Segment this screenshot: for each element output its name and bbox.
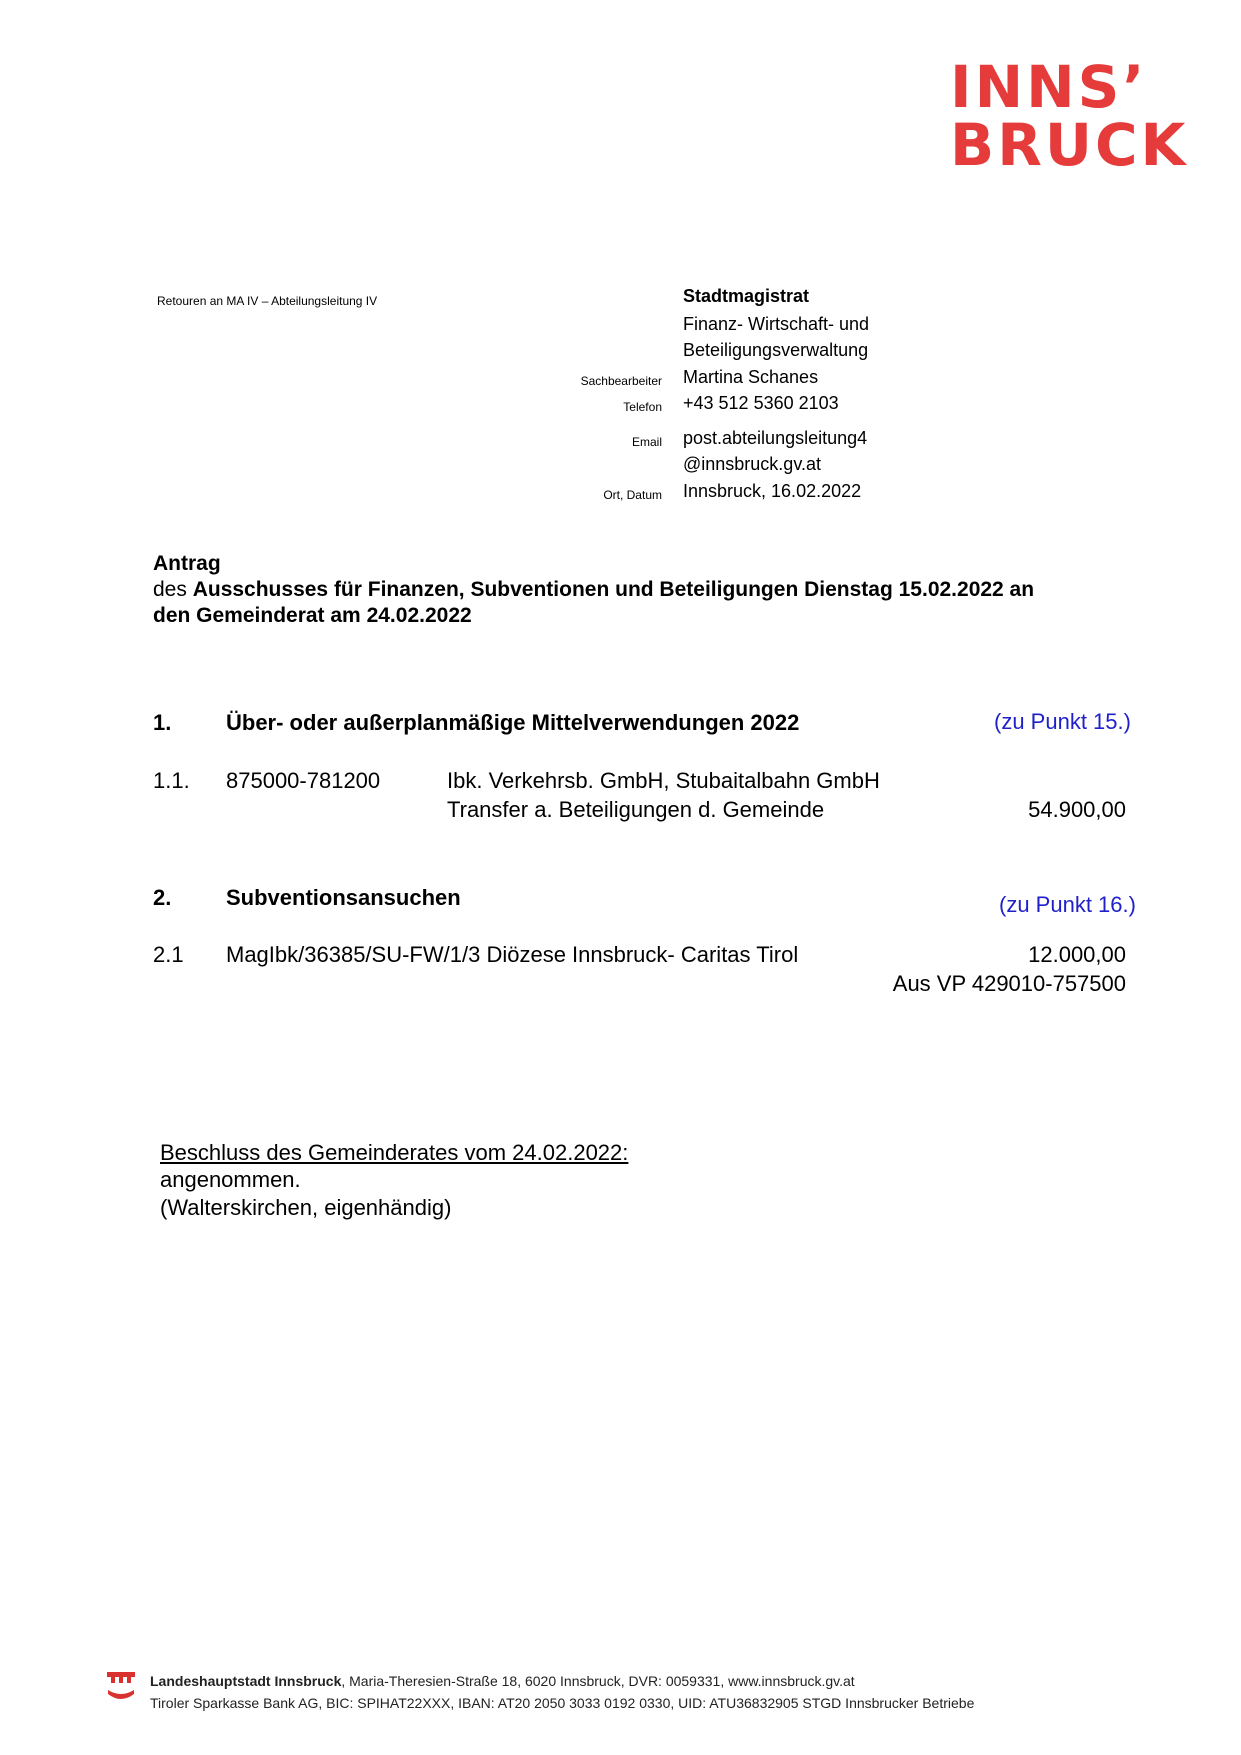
heading-line2-prefix: des bbox=[153, 578, 193, 601]
heading-line3: den Gemeinderat am 24.02.2022 bbox=[153, 604, 472, 627]
return-note: Retouren an MA IV – Abteilungsleitung IV bbox=[157, 294, 378, 308]
office-department: Stadtmagistrat bbox=[683, 286, 810, 306]
email-line1: post.abteilungsleitung4 bbox=[683, 428, 868, 448]
footer-address: , Maria-Theresien-Straße 18, 6020 Innsbruck, DVR: 0059331, www.innsbruck.gv.at bbox=[341, 1673, 855, 1689]
item-1-1-desc-line1: Ibk. Verkehrsb. GmbH, Stubaitalbahn GmbH bbox=[447, 768, 880, 793]
section-2-number: 2. bbox=[153, 885, 172, 910]
item-2-1-source: Aus VP 429010-757500 bbox=[892, 971, 1126, 996]
place-date: Innsbruck, 16.02.2022 bbox=[683, 481, 862, 501]
phone-label: Telefon bbox=[623, 400, 662, 414]
office-division-line1: Finanz- Wirtschaft- und bbox=[683, 314, 870, 334]
resolution-result: angenommen. bbox=[160, 1167, 301, 1192]
email-line2: @innsbruck.gv.at bbox=[683, 454, 821, 474]
item-1-1-desc-line2: Transfer a. Beteiligungen d. Gemeinde bbox=[447, 797, 825, 822]
section-1-ref: (zu Punkt 15.) bbox=[994, 709, 1131, 734]
item-1-1-amount: 54.900,00 bbox=[1028, 797, 1126, 822]
clerk-name: Martina Schanes bbox=[683, 367, 819, 387]
footer-city: Landeshauptstadt Innsbruck bbox=[150, 1673, 342, 1689]
footer-line1 bbox=[150, 1670, 855, 1692]
item-2-1-number: 2.1 bbox=[153, 942, 184, 967]
heading-line2-bold: Ausschusses für Finanzen, Subventionen und Beteiligungen Dienstag 15.02.2022 an bbox=[192, 578, 1035, 601]
section-2-title: Subventionsansuchen bbox=[226, 885, 461, 910]
item-1-1-number: 1.1. bbox=[153, 768, 190, 793]
item-2-1-amount: 12.000,00 bbox=[1028, 942, 1126, 967]
resolution-signature: (Walterskirchen, eigenhändig) bbox=[160, 1195, 452, 1220]
footer-line2: Tiroler Sparkasse Bank AG, BIC: SPIHAT22XXX, IBAN: AT20 2050 3033 0192 0330, UID: ATU36832905 STGD Innsbrucker Betriebe bbox=[150, 1695, 975, 1711]
logo-line-2: BRUCK bbox=[950, 111, 1189, 179]
email-label: Email bbox=[631, 435, 662, 449]
section-2-ref: (zu Punkt 16.) bbox=[999, 892, 1136, 917]
section-1-title: Über- oder außerplanmäßige Mittelverwendungen 2022 bbox=[226, 710, 800, 735]
city-crest-icon bbox=[106, 1668, 136, 1708]
item-1-1-code: 875000-781200 bbox=[226, 768, 381, 793]
clerk-label: Sachbearbeiter bbox=[580, 374, 662, 388]
section-1-number: 1. bbox=[153, 710, 172, 735]
resolution-title: Beschluss des Gemeinderates vom 24.02.2022: bbox=[160, 1140, 629, 1165]
place-date-label: Ort, Datum bbox=[603, 488, 662, 502]
office-division-line2: Beteiligungsverwaltung bbox=[683, 340, 869, 360]
logo-line-1: INNS’ bbox=[950, 53, 1148, 121]
phone-number: +43 512 5360 2103 bbox=[683, 393, 839, 413]
heading-line2 bbox=[153, 577, 1034, 603]
item-2-1-desc: MagIbk/36385/SU-FW/1/3 Diözese Innsbruck- Caritas Tirol bbox=[226, 942, 799, 967]
document-title: Antrag bbox=[153, 552, 221, 575]
city-logo bbox=[950, 53, 1195, 179]
